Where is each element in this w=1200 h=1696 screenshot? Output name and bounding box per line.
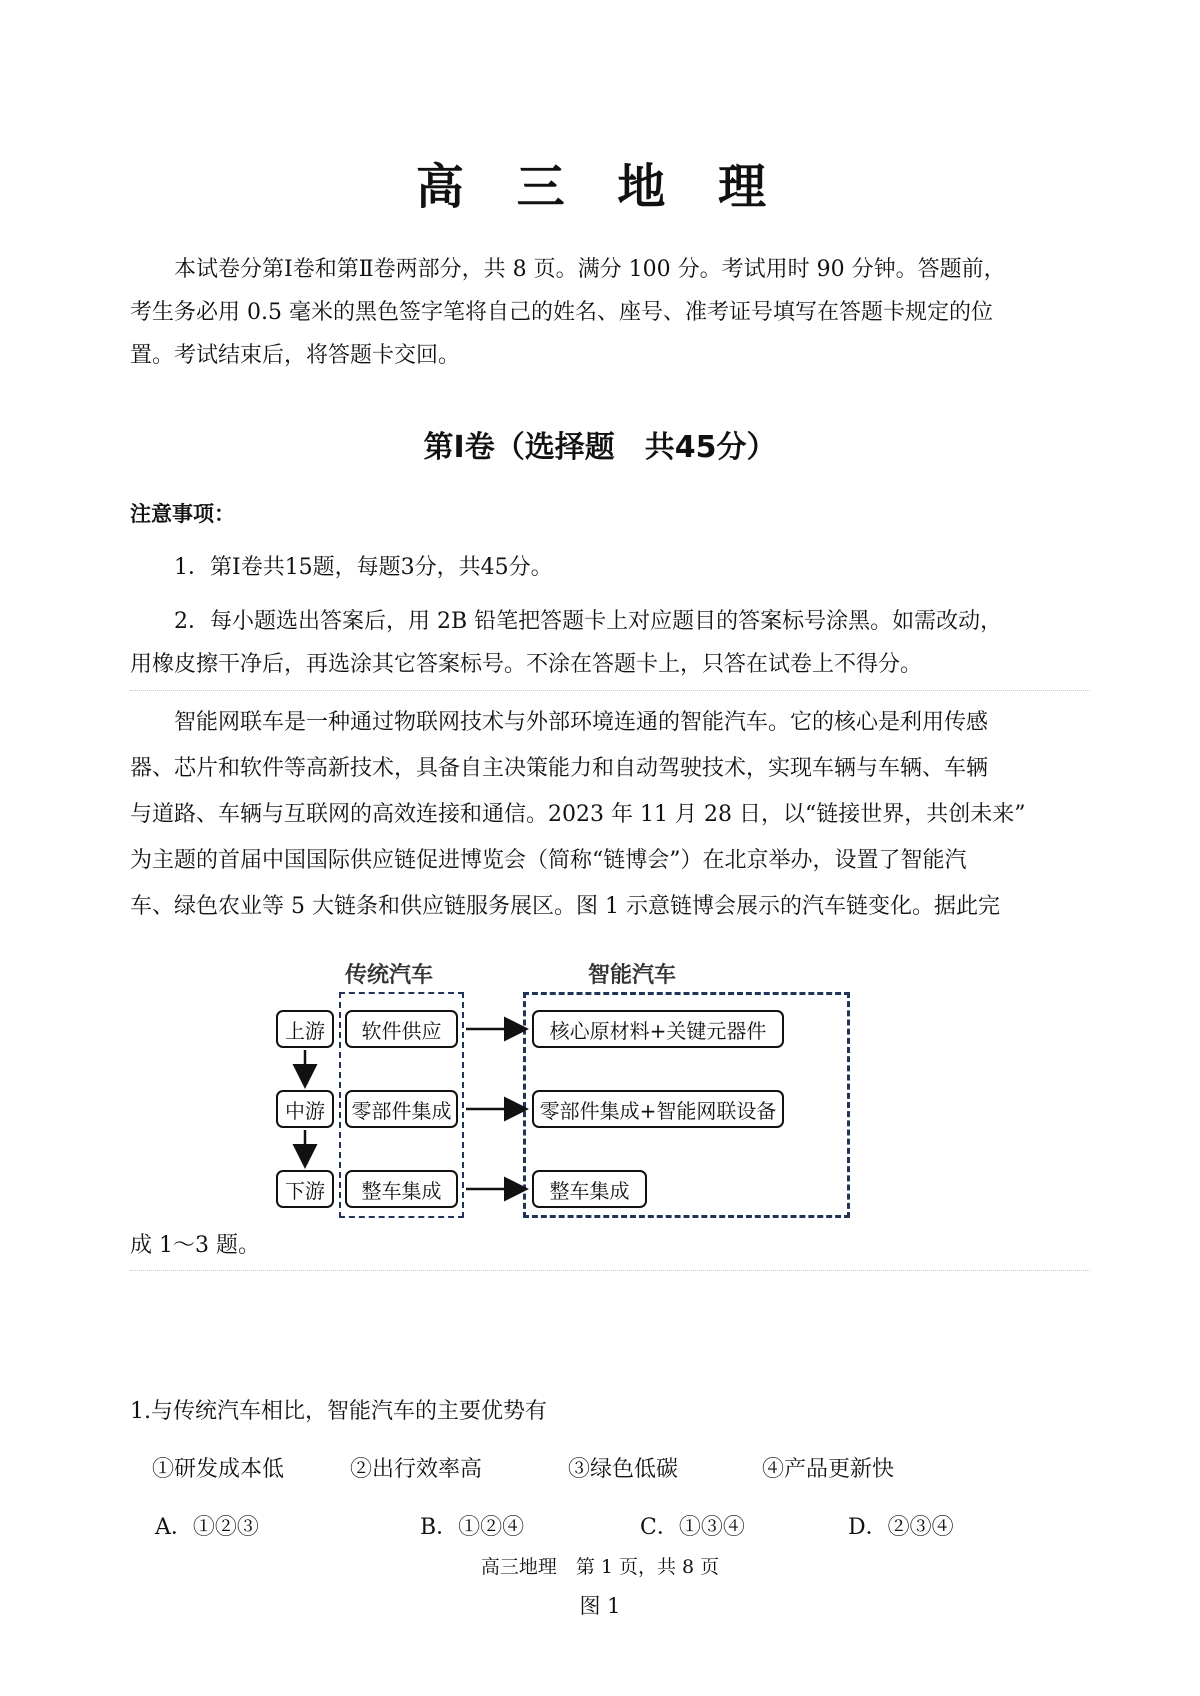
stage-downstream: 下游 [276, 1170, 334, 1208]
passage-line: 车、绿色农业等 5 大链条和供应链服务展区。图 1 示意链博会展示的汽车链变化。据此完 [130, 894, 1000, 919]
page-title: 高 三 地 理 [415, 159, 785, 215]
passage-line: 与道路、车辆与互联网的高效连接和通信。2023 年 11 月 28 日，以“链接世界，共创未来” [130, 802, 1026, 827]
divider [130, 690, 1090, 691]
traditional-upstream: 软件供应 [345, 1010, 458, 1048]
notice-heading: 注意事项： [130, 502, 235, 526]
passage-continuation: 成 1～3 题。 [130, 1233, 260, 1258]
figure-caption: 图 1 [579, 1594, 621, 1618]
smart-downstream: 整车集成 [532, 1170, 647, 1208]
q1-option-c: C．①③④ [640, 1515, 745, 1540]
smart-upstream: 核心原材料+关键元器件 [532, 1010, 784, 1048]
header-smart: 智能汽车 [588, 963, 677, 988]
supply-chain-figure [270, 958, 850, 1218]
q1-option-b: B．①②④ [420, 1515, 525, 1540]
question-1-stem: 1.与传统汽车相比，智能汽车的主要优势有 [130, 1399, 547, 1424]
stage-midstream: 中游 [276, 1090, 334, 1128]
intro-line: 本试卷分第Ⅰ卷和第Ⅱ卷两部分，共 8 页。满分 100 分。考试用时 90 分钟。答题前， [174, 257, 1006, 282]
intro-line: 置。考试结束后，将答题卡交回。 [130, 343, 461, 368]
q1-item-4: ④产品更新快 [762, 1457, 895, 1482]
q1-option-d: D．②③④ [848, 1515, 954, 1540]
page-footer: 高三地理 第 1 页，共 8 页 [480, 1556, 720, 1578]
notice-item-1: 1．第Ⅰ卷共15题，每题3分，共45分。 [174, 555, 553, 580]
traditional-downstream: 整车集成 [345, 1170, 458, 1208]
section-title: 第Ⅰ卷（选择题 共45分） [423, 430, 777, 465]
intro-line: 考生务必用 0.5 毫米的黑色签字笔将自己的姓名、座号、准考证号填写在答题卡规定的位 [130, 300, 993, 325]
notice-line: 2．每小题选出答案后，用 2B 铅笔把答题卡上对应题目的答案标号涂黑。如需改动， [174, 609, 1003, 634]
divider [130, 1270, 1090, 1271]
q1-item-1: ①研发成本低 [152, 1457, 285, 1482]
passage-paragraph [130, 700, 1090, 930]
arrows-overlay [270, 958, 850, 1218]
q1-item-3: ③绿色低碳 [568, 1457, 679, 1482]
passage-line: 器、芯片和软件等高新技术，具备自主决策能力和自动驾驶技术，实现车辆与车辆、车辆 [130, 756, 989, 781]
notice-line: 用橡皮擦干净后，再选涂其它答案标号。不涂在答题卡上，只答在试卷上不得分。 [130, 652, 923, 677]
smart-midstream: 零部件集成+智能网联设备 [532, 1090, 784, 1128]
stage-upstream: 上游 [276, 1010, 334, 1048]
q1-option-a: A．①②③ [155, 1515, 259, 1540]
passage-line: 为主题的首届中国国际供应链促进博览会（简称“链博会”）在北京举办，设置了智能汽 [130, 848, 967, 873]
notice-item-2 [130, 600, 1090, 686]
traditional-midstream: 零部件集成 [345, 1090, 458, 1128]
q1-item-2: ②出行效率高 [350, 1457, 483, 1482]
intro-paragraph [130, 248, 1090, 377]
passage-line: 智能网联车是一种通过物联网技术与外部环境连通的智能汽车。它的核心是利用传感 [174, 710, 989, 735]
header-traditional: 传统汽车 [345, 963, 434, 988]
